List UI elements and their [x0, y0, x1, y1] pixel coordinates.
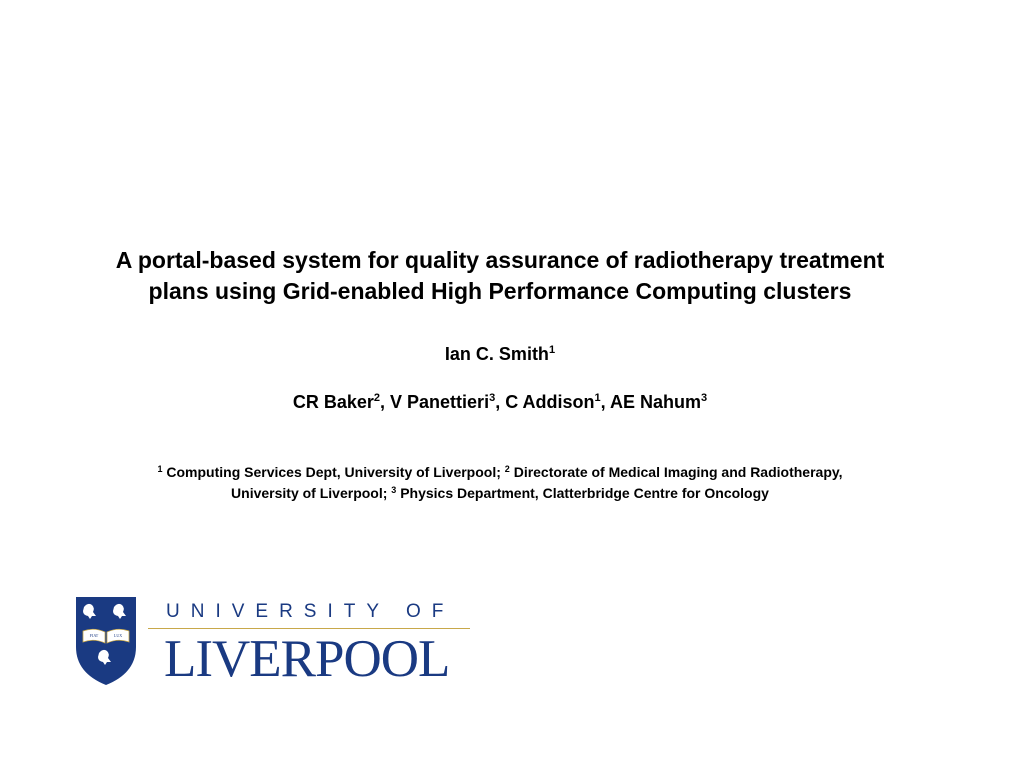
author-name: AE Nahum [610, 392, 702, 412]
presentation-title [40, 245, 960, 307]
author-affiliation-marker: 3 [701, 392, 708, 404]
affiliation-line-1 [40, 462, 960, 483]
presenter-name [0, 344, 1000, 365]
affiliation-marker-2: 2 [504, 464, 510, 474]
logo-university-of: UNIVERSITY OF [166, 601, 455, 622]
crest-motto-right: LUX [113, 633, 123, 638]
author-name: CR Baker [292, 392, 374, 412]
author-list [0, 392, 1000, 413]
university-logo [74, 595, 474, 690]
logo-liverpool: LIVERPOOL [164, 630, 450, 688]
affiliation-2-text: Directorate of Medical Imaging and Radiotherapy, [509, 464, 843, 480]
author-affiliation-marker: 3 [489, 392, 496, 404]
author-separator: , [495, 392, 506, 412]
author-name: C Addison [505, 392, 595, 412]
presenter-affiliation-marker: 1 [548, 344, 556, 356]
crest-motto-left: FIAT [89, 633, 99, 638]
university-crest-icon [74, 595, 138, 687]
affiliations [40, 462, 960, 504]
affiliation-3-text: Physics Department, Clatterbridge Centre for Oncology [396, 485, 769, 501]
author-separator: , [380, 392, 391, 412]
title-line-1: A portal-based system for quality assurance of radiotherapy treatment [115, 247, 885, 273]
author-separator: , [600, 392, 611, 412]
author-affiliation-marker: 1 [594, 392, 601, 404]
presenter-name-text: Ian C. Smith [444, 344, 549, 364]
affiliation-marker-1: 1 [157, 464, 163, 474]
author-affiliation-marker: 2 [373, 392, 381, 404]
affiliation-marker-3: 3 [391, 485, 397, 495]
affiliation-2-text-cont: University of Liverpool; [231, 485, 392, 501]
affiliation-1-text: Computing Services Dept, University of Liverpool; [162, 464, 505, 480]
author-name: V Panettieri [390, 392, 490, 412]
affiliation-line-2 [40, 483, 960, 504]
title-line-2: plans using Grid-enabled High Performance Computing clusters [148, 278, 852, 304]
